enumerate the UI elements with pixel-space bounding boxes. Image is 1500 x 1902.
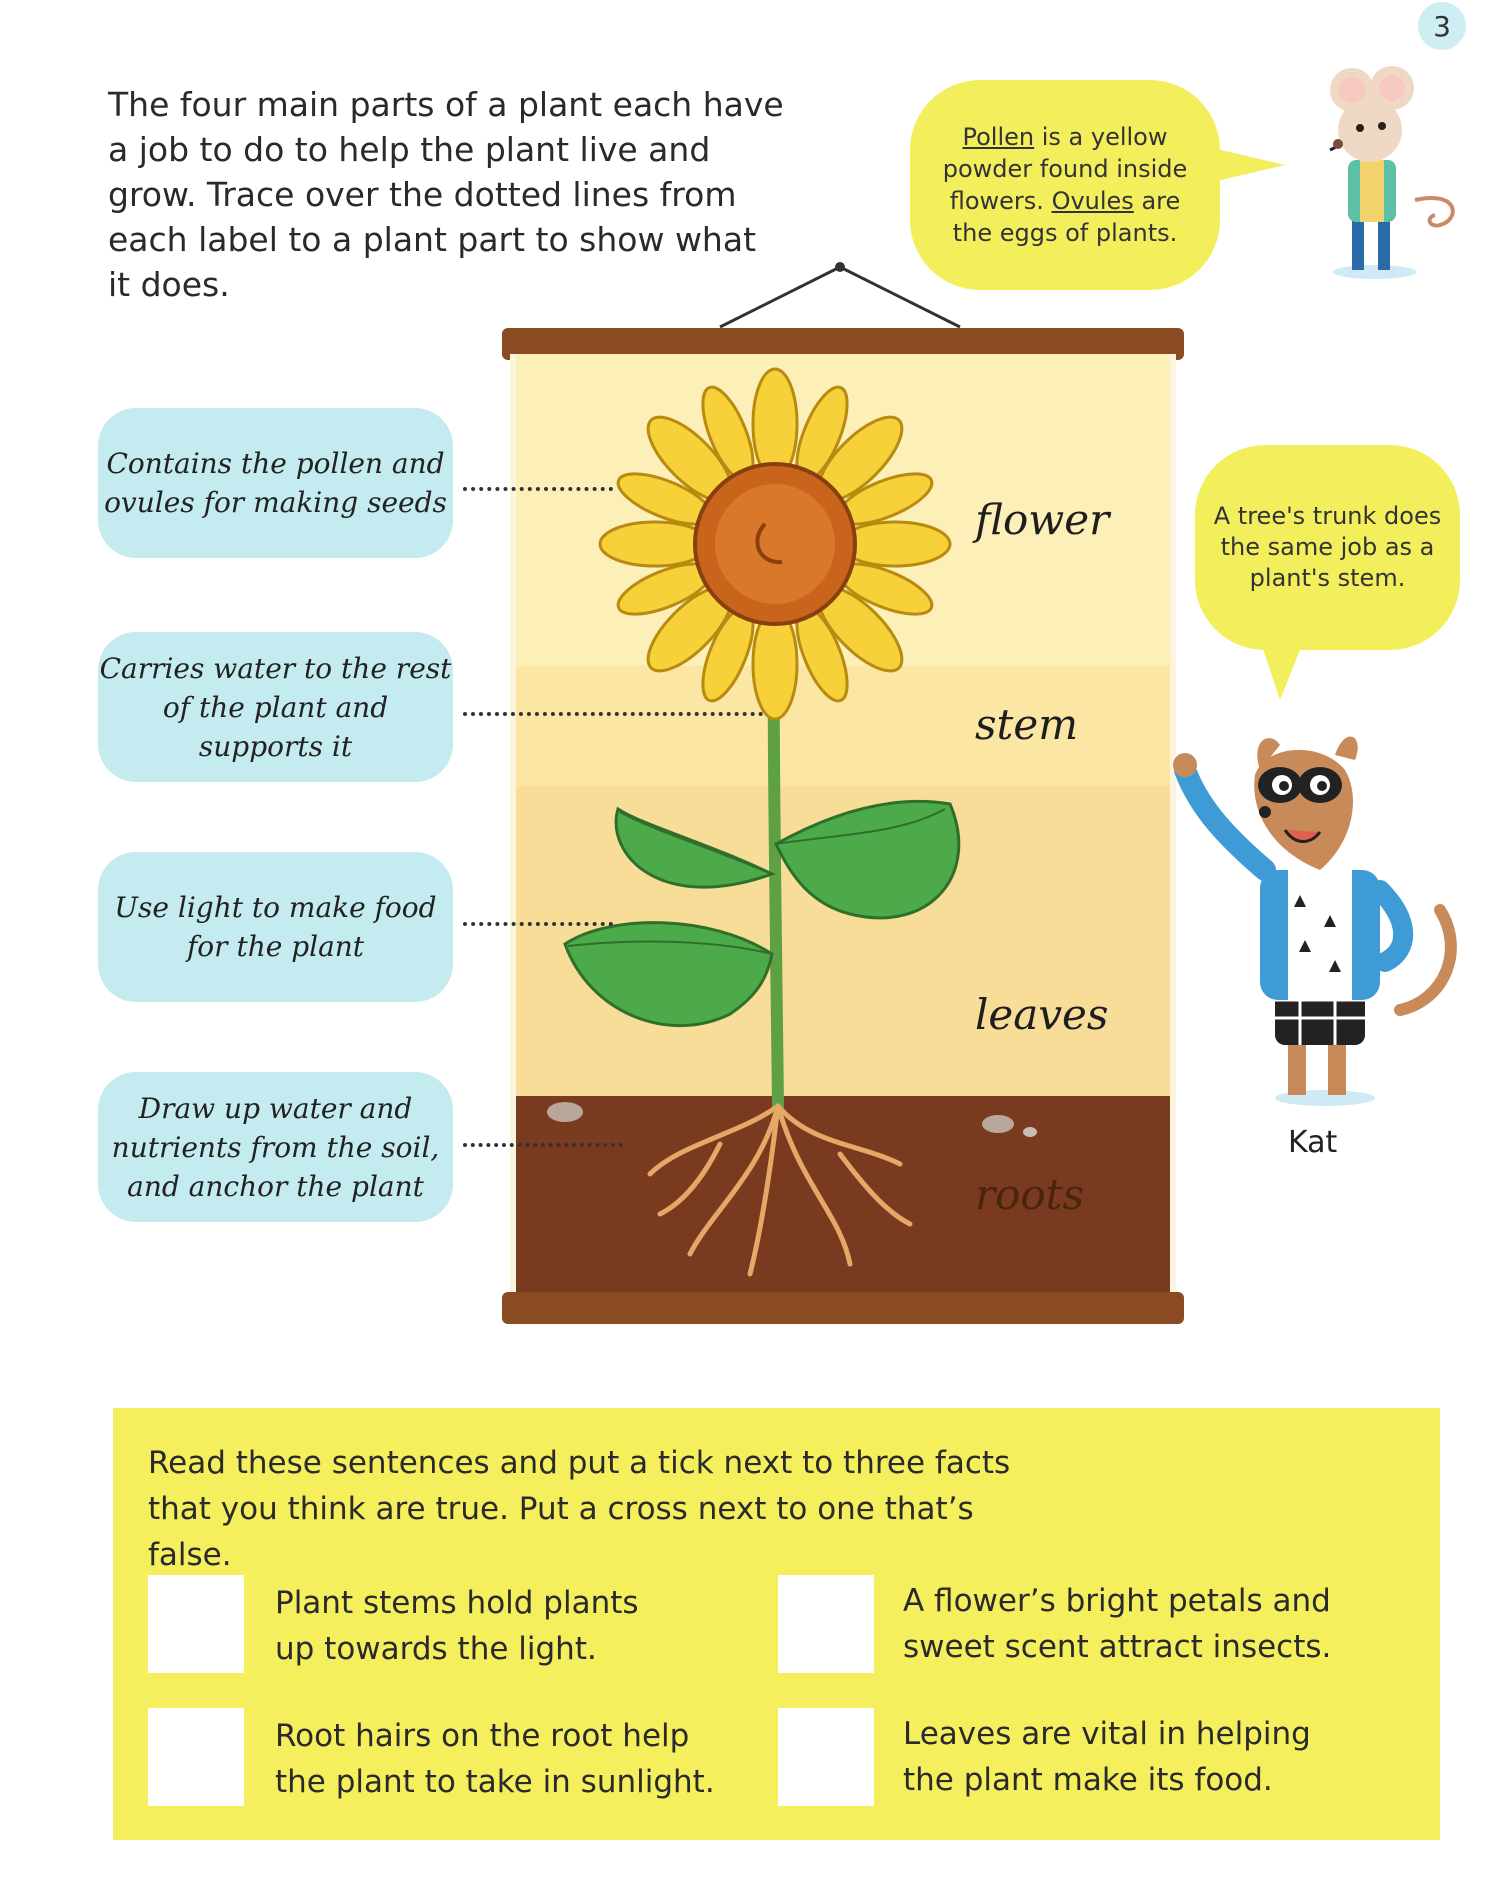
tick-box-2[interactable] — [778, 1575, 874, 1673]
label-stem-function: Carries water to the rest of the plant and supports it — [98, 632, 453, 782]
intro-text: The four main parts of a plant each have a job to do to help the plant live and grow. Trace over the dotted lines from each label to a plant part to show what it does. — [108, 85, 784, 304]
kat-character-illustration — [1170, 700, 1480, 1110]
part-word-roots: roots — [975, 1170, 1085, 1219]
label-flower-function: Contains the pollen and ovules for making seeds — [98, 408, 453, 558]
ovules-word: Ovules — [1051, 187, 1134, 215]
mouse-character-illustration — [1290, 50, 1470, 280]
quiz-instruction: Read these sentences and put a tick next to three facts that you think are true. Put a cross next to one that’s false. — [148, 1445, 1011, 1573]
tree-trunk-tip-bubble: A tree's trunk does the same job as a plant's stem. — [1195, 445, 1460, 650]
character-name-kat: Kat — [1288, 1125, 1338, 1160]
trace-line-roots[interactable] — [463, 1143, 623, 1147]
statement-4: Leaves are vital in helping the plant make its food. — [903, 1716, 1311, 1798]
statement-3: Root hairs on the root help the plant to take in sunlight. — [275, 1718, 715, 1800]
trace-line-stem[interactable] — [463, 712, 763, 716]
label-leaves-function: Use light to make food for the plant — [98, 852, 453, 1002]
tick-box-1[interactable] — [148, 1575, 244, 1673]
pollen-word: Pollen — [962, 123, 1035, 151]
trace-line-flower[interactable] — [463, 487, 613, 491]
tick-box-4[interactable] — [778, 1708, 874, 1806]
poster-hanger — [700, 255, 980, 335]
pollen-text: is a yellow powder found inside flowers. — [942, 123, 1188, 215]
page-number: 3 — [1418, 2, 1466, 50]
part-word-stem: stem — [975, 700, 1079, 749]
part-word-flower: flower — [975, 495, 1110, 544]
tick-box-3[interactable] — [148, 1708, 244, 1806]
label-roots-function: Draw up water and nutrients from the soil, and anchor the plant — [98, 1072, 453, 1222]
statement-2: A flower’s bright petals and sweet scent attract insects. — [903, 1583, 1332, 1665]
ovules-text: are the eggs of plants. — [952, 187, 1181, 247]
statement-1: Plant stems hold plants up towards the light. — [275, 1585, 639, 1667]
trace-line-leaves[interactable] — [463, 922, 613, 926]
part-word-leaves: leaves — [975, 990, 1109, 1039]
